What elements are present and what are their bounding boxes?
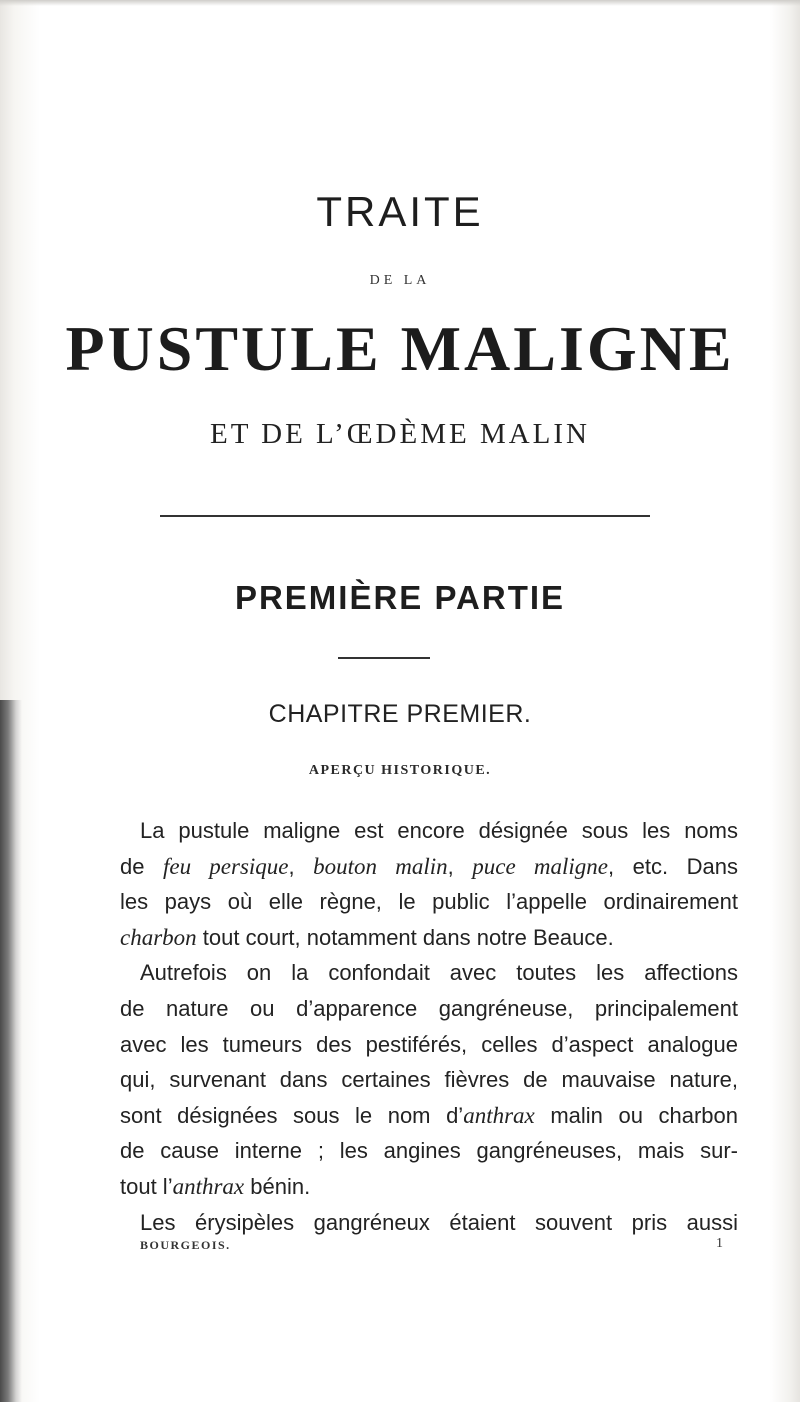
text-line: qui, survenant dans certaines fièvres de mauvaise nature,	[120, 1067, 738, 1093]
text-line: La pustule maligne est encore désignée sous les noms	[140, 818, 738, 843]
binding-shadow	[0, 700, 22, 1402]
title-traite: TRAITE	[316, 188, 484, 235]
text-line: de feu persique, bouton malin, puce maligne, etc. Dans	[120, 853, 739, 879]
text-line: de cause interne ; les angines gangréneuses, mais sur-	[120, 1138, 738, 1164]
chapter-subtitle: APERÇU HISTORIQUE.	[308, 763, 492, 778]
text-line: charbon tout court, notamment dans notre Beauce.	[120, 924, 614, 950]
text-line: de nature ou d’apparence gangréneuse, principalement	[120, 995, 738, 1021]
text-line: Autrefois on la confondait avec toutes les affections	[140, 960, 738, 986]
short-divider-rule	[338, 657, 430, 659]
text-line: Les érysipèles gangréneux étaient souvent pris aussi	[140, 1209, 738, 1235]
part-title: PREMIÈRE PARTIE	[234, 579, 566, 616]
page-top-edge	[0, 0, 800, 6]
sheet-number: 1	[716, 1236, 723, 1251]
text-line: avec les tumeurs des pestiférés, celles d’aspect analogue	[120, 1031, 738, 1057]
title-pustule-maligne: PUSTULE MALIGNE	[65, 313, 735, 384]
body-paragraphs	[120, 813, 738, 1240]
title-de-la: DE LA	[369, 273, 431, 288]
text-line: sont désignées sous le nom d’anthrax malin ou charbon	[120, 1102, 738, 1128]
text-line: tout l’anthrax bénin.	[120, 1173, 311, 1199]
title-oedeme-malin: ET DE L’ŒDÈME MALIN	[209, 418, 590, 450]
text-line: les pays où elle règne, le public l’appelle ordinairement	[120, 889, 738, 915]
signature-mark: BOURGEOIS.	[140, 1238, 231, 1252]
chapter-title: CHAPITRE PREMIER.	[268, 700, 532, 728]
divider-rule	[160, 515, 650, 517]
